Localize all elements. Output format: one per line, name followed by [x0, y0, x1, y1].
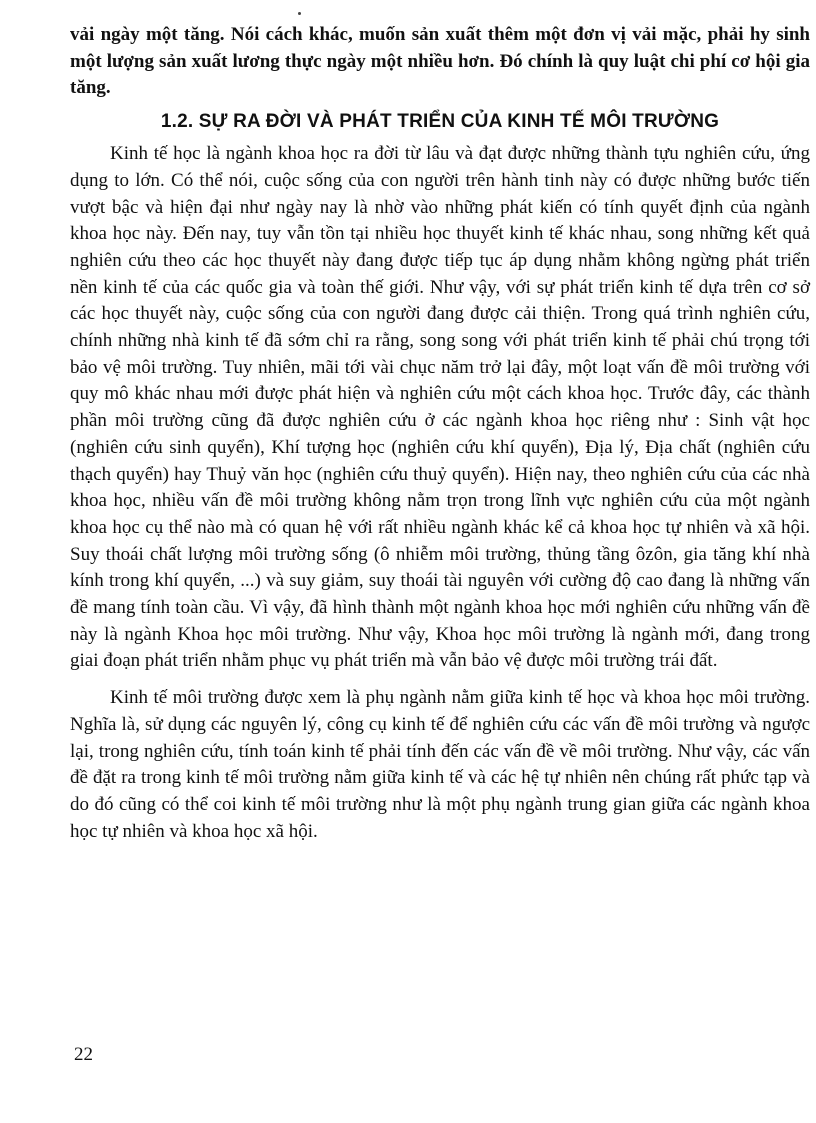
paragraph-gap [70, 675, 810, 685]
section-heading: 1.2. SỰ RA ĐỜI VÀ PHÁT TRIỂN CỦA KINH TẾ MÔI TRƯỜNG [160, 111, 720, 133]
scan-speck [298, 12, 301, 15]
document-page [70, 22, 810, 845]
intro-paragraph: vải ngày một tăng. Nói cách khác, muốn sản xuất thêm một đơn vị vải mặc, phải hy sinh một lượng sản xuất lương thực ngày một nhiều hơn. Đó chính là quy luật chi phí cơ hội gia tăng. [70, 24, 810, 99]
page-number: 22 [74, 1044, 93, 1065]
body-paragraph-2: Kinh tế môi trường được xem là phụ ngành nằm giữa kinh tế học và khoa học môi trường. Nghĩa là, sử dụng các nguyên lý, công cụ kinh tế để nghiên cứu các vấn đề môi trường và ngược lại, trong nghiên cứu, tính toán kinh tế phải tính đến các vấn đề về môi trường. Như vậy, các vấn đề đặt ra trong kinh tế môi trường nằm giữa kinh tế và các hệ tự nhiên nên chúng rất phức tạp và do đó cũng có thể coi kinh tế môi trường như là một phụ ngành trung gian giữa các ngành khoa học tự nhiên và khoa học xã hội. [70, 687, 810, 842]
body-paragraph-1: Kinh tế học là ngành khoa học ra đời từ lâu và đạt được những thành tựu nghiên cứu, ứng dụng to lớn. Có thể nói, cuộc sống của con người trên hành tinh này có được những bước tiến vượt bậc và hiện đại như ngày nay là nhờ vào những phát kiến có tính quyết định của ngành khoa học này. Đến nay, tuy vẫn tồn tại nhiều học thuyết kinh tế khác nhau, song những kết quả nghiên cứu theo các học thuyết này đang được tiếp tục áp dụng nhằm không ngừng phát triển nền kinh tế của các quốc gia và toàn thế giới. Như vậy, với sự phát triển kinh tế dựa trên cơ sở các học thuyết này, cuộc sống của con người đang được cải thiện. Trong quá trình nghiên cứu, chính những nhà kinh tế đã sớm chỉ ra rằng, song song với phát triển kinh tế phải chú trọng tới bảo vệ môi trường. Tuy nhiên, mãi tới vài chục năm trở lại đây, một loạt vấn đề môi trường với quy mô khác nhau mới được phát hiện và nghiên cứu một cách khoa học. Trước đây, các thành phần môi trường cũng đã được nghiên cứu ở các ngành khoa học riêng như : Sinh vật học (nghiên cứu sinh quyển), Khí tượng học (nghiên cứu khí quyển), Địa lý, Địa chất (nghiên cứu thạch quyển) hay Thuỷ văn học (nghiên cứu thuỷ quyển). Hiện nay, theo nghiên cứu của các nhà khoa học, nhiều vấn đề môi trường không nằm trọn trong lĩnh vực nghiên cứu của một ngành khoa học cụ thể nào mà có quan hệ với rất nhiều ngành khác kể cả khoa học tự nhiên và xã hội. Suy thoái chất lượng môi trường sống (ô nhiễm môi trường, thủng tầng ôzôn, gia tăng khí nhà kính trong khí quyển, ...) và suy giảm, suy thoái tài nguyên với cường độ cao đang là những vấn đề mang tính toàn cầu. Vì vậy, đã hình thành một ngành khoa học mới nghiên cứu những vấn đề này là ngành Khoa học môi trường. Như vậy, Khoa học môi trường là ngành mới, đang trong giai đoạn phát triển nhằm phục vụ phát triển mà vẫn bảo vệ được môi trường trái đất. [70, 143, 810, 672]
